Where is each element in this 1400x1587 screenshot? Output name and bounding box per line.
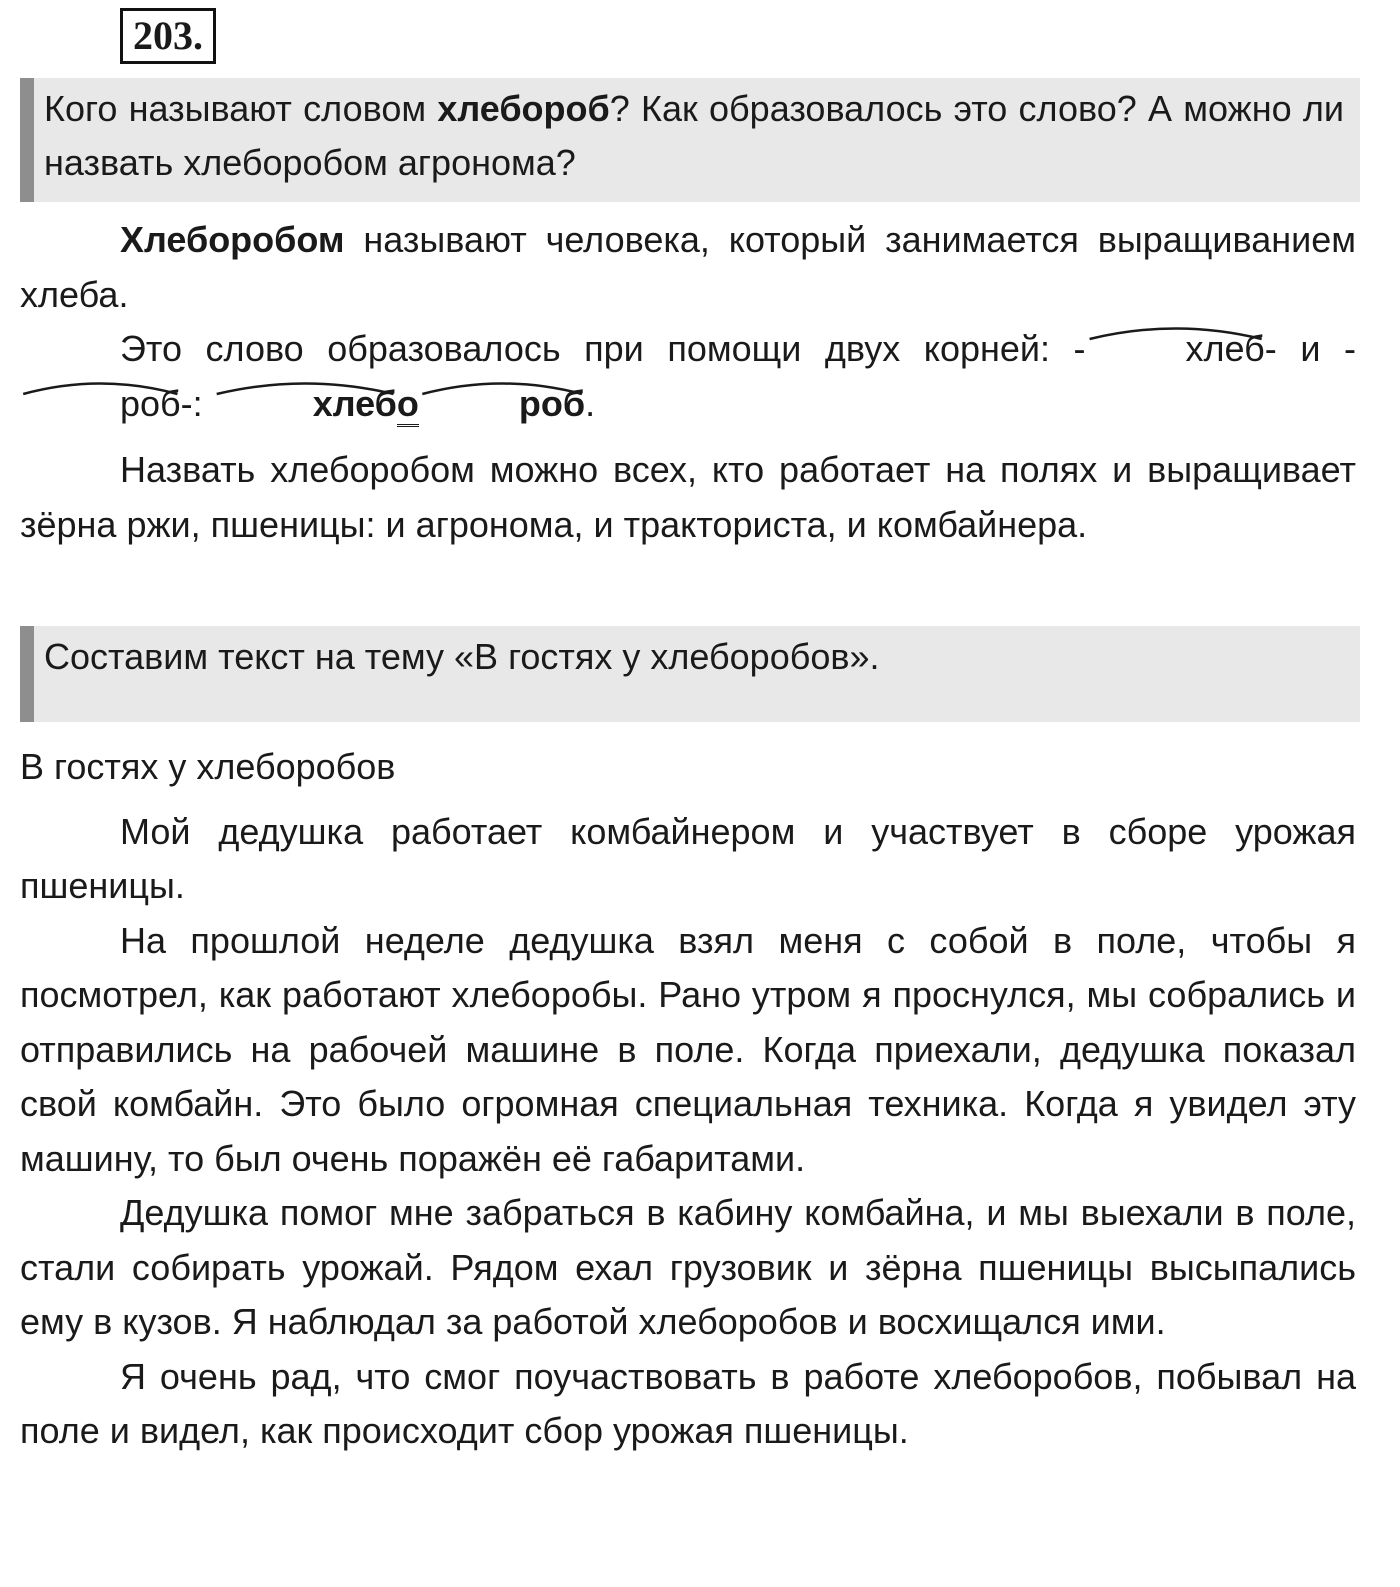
task-bold-word: хлебороб [437,88,610,129]
roots-mid: - и - [1264,328,1356,369]
roots-end: -: [180,382,203,424]
task-compose-box [20,626,1360,722]
story-block [20,740,1356,1459]
word-parse [213,383,585,424]
root-arc-icon [1086,324,1265,340]
word-period: . [585,382,596,424]
story-paragraph: Дедушка помог мне забраться в кабину комбайна, и мы выехали в поле, стали собирать урожай. Рядом ехал грузовик и зёрна пшеницы высыпались ему в кузов. Я наблюдал за работой хлеборобов и восхищался ими. [20,1192,1356,1342]
root-arc-icon [213,379,397,395]
word-root-rob: роб [419,377,585,432]
story-title: В гостях у хлеборобов [20,746,396,787]
task-text-start: Кого называют словом [44,88,438,129]
exercise-number: 203. [120,8,216,64]
root-hleb: хлеб [1086,322,1265,377]
answer-block [20,213,1356,552]
task-question-box [20,78,1360,202]
root-rob: роб [20,377,181,432]
answer-definition: называют человека, который занимается выращиванием хлеба. [20,219,1356,315]
word-root-hleb: хлеб [213,377,397,432]
answer-paragraph-1 [20,213,1356,322]
story-paragraph: На прошлой неделе дедушка взял меня с собой в поле, чтобы я посмотрел, как работают хлеборобы. Рано утром я проснулся, мы собрались и отправились на рабочей машине в поле. Когда приехали, дедушка показал свой комбайн. Это было огромная специальная техника. Когда я увидел эту машину, то был очень поражён её габаритами. [20,919,1356,1179]
story-paragraph: Мой дедушка работает комбайнером и участвует в сборе урожая пшеницы. [20,810,1356,906]
root-arc-icon [20,379,181,395]
answer-paragraph-3: Назвать хлеборобом можно всех, кто работает на полях и выращивает зёрна ржи, пшеницы: и агронома, и тракториста, и комбайнера. [20,449,1356,545]
task-compose-text: Составим текст на тему «В гостях у хлеборобов». [44,636,880,677]
answer-bold-term: Хлеборобом [120,219,345,260]
story-paragraph: Я очень рад, что смог поучаствовать в работе хлеборобов, побывал на поле и видел, как происходит сбор урожая пшеницы. [20,1355,1356,1451]
task-text-end: ? Как образовалось это слово? А можно ли назвать хлеборобом агронома? [44,88,1344,183]
answer-paragraph-2 [20,322,1356,431]
root-arc-icon [419,379,585,395]
linking-vowel: о [397,383,419,427]
roots-intro: Это слово образовалось при помощи двух корней: - [120,328,1086,369]
